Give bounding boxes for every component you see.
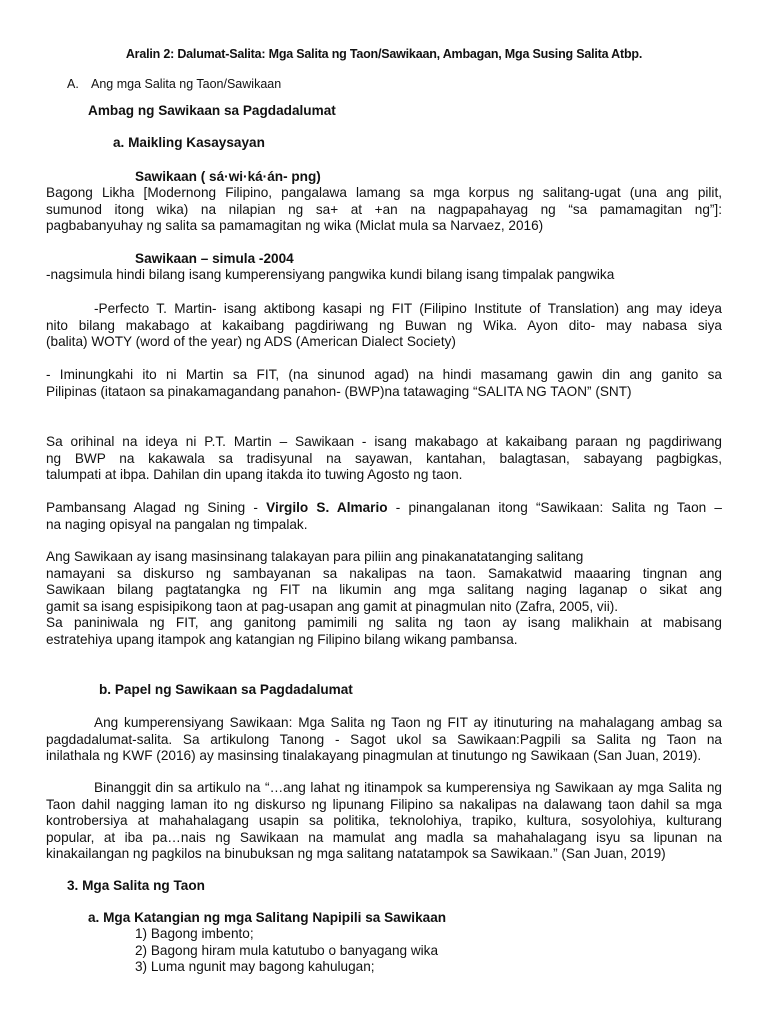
text-line: pagbabanyuhay ng salita sa pamamagitan ng wika (Miclat mula sa Narvaez, 2016) — [46, 218, 544, 234]
paragraph-bagong-likha — [46, 185, 722, 235]
text-line: Sa orihinal na ideya ni P.T. Martin – Sawikaan - isang makabago at kakaibang paraan ng pagdiriwang — [46, 434, 722, 449]
text-line: kinakailangan ng pagkilos na binubuksan ng mga salitang natatampok sa Sawikaan.” (San Juan, 2019) — [46, 846, 666, 862]
text-line: Sawikaan bilang pagtatangka ng FIT na likumin ang mga salitang naging laganap o sikat ang — [46, 582, 722, 598]
almario-name: Virgilo S. Almario — [266, 500, 388, 515]
text-line: Taon dahil nagging laman ito ng diskurso ng lipunang Filipino sa nakalipas na dalawang taon dahil sa mga — [46, 796, 722, 812]
heading-ambag: Ambag ng Sawikaan sa Pagdadalumat — [88, 103, 336, 118]
text-line: Ang Sawikaan ay isang masinsinang talakayan para piliin ang pinakanatatanging salitang — [46, 549, 584, 564]
text-line: (balita) WOTY (word of the year) ng ADS (American Dialect Society) — [46, 334, 456, 350]
paragraph-ang-sawikaan — [46, 549, 722, 649]
section-a-label: Ang mga Salita ng Taon/Sawikaan — [91, 77, 282, 91]
text-line: Bagong Likha [Modernong Filipino, pangalawa lamang sa mga korpus ng salitang-ugat (una ang pilit, — [46, 185, 722, 200]
paragraph-orihinal-na-ideya — [46, 434, 722, 484]
text-line: Pilipinas (itataon sa pinakamagandang panahon- (BWP)na tatawaging “SALITA NG TAON” (SNT) — [46, 383, 632, 399]
text-line — [46, 500, 722, 517]
text-line: sumunod itong wika) na nilapian ng sa+ at +an na nagpapahayag ng “sa pamamagitan ng”]: — [46, 201, 722, 217]
paragraph-pambansang-alagad — [46, 500, 722, 533]
text-line: Binanggit din sa artikulo na “…ang lahat ng itinampok sa kumperensiya ng Sawikaan ay mga Salita ng — [94, 780, 722, 795]
text-line: -nagsimula hindi bilang isang kumperensiyang pangwika kundi bilang isang timpalak pangwika — [46, 267, 615, 282]
list-item: 3) Luma ngunit may bagong kahulugan; — [135, 959, 375, 975]
pambansang-suffix: - pinangalanan itong “Sawikaan: Salita ng Taon – — [387, 500, 722, 515]
list-item: 2) Bagong hiram mula katutubo o banyagang wika — [135, 942, 439, 958]
section-a-heading — [67, 77, 281, 91]
paragraph-nagsimula — [46, 267, 722, 284]
text-line: namayani sa diskurso ng sambayanan sa nakalipas na taon. Samakatwid maaaring tingnan ang — [46, 565, 722, 581]
pambansang-prefix: Pambansang Alagad ng Sining - — [46, 500, 267, 515]
text-line: pagdadalumat-salita. Sa artikulong Tanong - Sagot ukol sa Sawikaan:Pagpili sa Salita ng Taon na — [46, 731, 722, 747]
text-line: -Perfecto T. Martin- isang aktibong kasapi ng FIT (Filipino Institute of Translation) ang may ideya — [94, 301, 722, 316]
heading-papel-ng-sawikaan: b. Papel ng Sawikaan sa Pagdadalumat — [99, 682, 353, 697]
paragraph-perfecto-martin — [46, 301, 722, 351]
text-line: estratehiya upang itampok ang katangian ng Filipino bilang wikang pambansa. — [46, 631, 518, 647]
paragraph-binanggit — [46, 780, 722, 863]
text-line: na naging opisyal na pangalan ng timpalak. — [46, 516, 308, 532]
text-line: kontrobersiya at mahahalagang usapin sa politika, teknolohiya, trapiko, kultura, sosyolohiya, kulturang — [46, 813, 722, 829]
text-line: Ang kumperensiyang Sawikaan: Mga Salita ng Taon ng FIT ay itinuturing na mahalagang ambag sa — [94, 715, 722, 730]
heading-maikling-kasaysayan: a. Maikling Kasaysayan — [113, 135, 265, 150]
text-line: talumpati at ibpa. Dahilan din upang itakda ito tuwing Agosto ng taon. — [46, 467, 463, 483]
text-line: - Iminungkahi ito ni Martin sa FIT, (na sinunod agad) na hindi masamang gawin din ang ganito sa — [46, 367, 722, 382]
list-item: 1) Bagong imbento; — [135, 926, 254, 941]
heading-sawikaan-definition: Sawikaan ( sá·wi·ká·án- png) — [135, 169, 321, 184]
text-line: ng BWP na kakawala sa tradisyunal na sayawan, kantahan, balagtasan, sabayang pagbigkas, — [46, 450, 722, 466]
text-line: gamit sa isang espisipikong taon at pag-usapan ang gamit at pinagmulan nito (Zafra, 2005, vii). — [46, 598, 619, 614]
section-a-marker: A. — [67, 77, 79, 91]
heading-katangian: a. Mga Katangian ng mga Salitang Napipili sa Sawikaan — [88, 910, 447, 925]
heading-mga-salita-ng-taon: 3. Mga Salita ng Taon — [67, 878, 205, 893]
text-line: popular, at iba pa…nais ng Sawikaan na mamulat ang madla sa mahahalagang isyu sa lipunan na — [46, 829, 722, 845]
heading-sawikaan-simula: Sawikaan – simula -2004 — [135, 251, 294, 266]
lesson-title: Aralin 2: Dalumat-Salita: Mga Salita ng Taon/Sawikaan, Ambagan, Mga Susing Salita Atbp. — [125, 47, 643, 61]
paragraph-kumperensiya — [46, 715, 722, 765]
text-line: Sa paniniwala ng FIT, ang ganitong pamimili ng salita ng taon ay isang malikhain at mabisang — [46, 615, 722, 631]
text-line: nito bilang makabago at kakaibang pagdiriwang ng Buwan ng Wika. Ayon dito- may nabasa siya — [46, 317, 722, 333]
text-line: inilathala ng KWF (2016) ay masinsing tinalakayang pinagmulan at tinutungo ng Sawikaan (San Juan, 2019). — [46, 748, 702, 764]
paragraph-iminungkahi — [46, 367, 722, 400]
katangian-list — [135, 926, 438, 976]
